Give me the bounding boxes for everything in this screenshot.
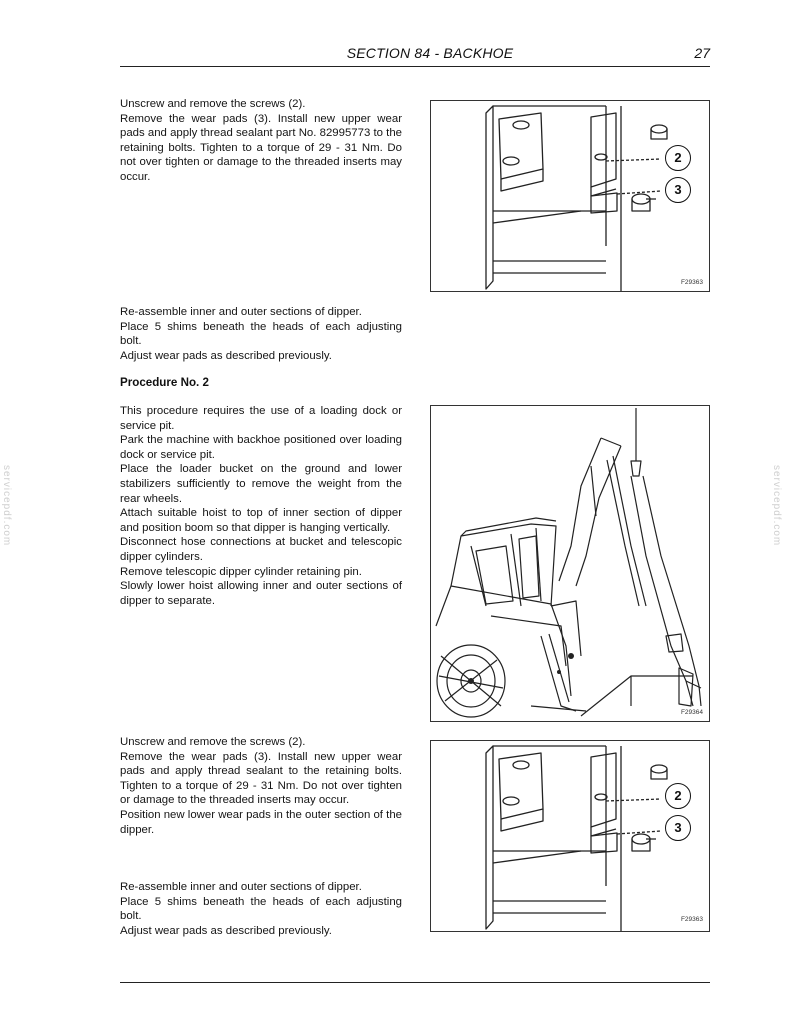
paragraph: Place 5 shims beneath the heads of each adjusting bolt. [120,320,402,348]
callout-2: 2 [665,145,691,171]
header-rule [120,66,710,67]
callout-3: 3 [665,815,691,841]
watermark-right: servicepdf.com [771,465,782,547]
paragraph: Disconnect hose connections at bucket and telescopic dipper cylinders. [120,536,402,563]
paragraph: Unscrew and remove the screws (2). [120,98,306,110]
paragraph: Remove telescopic dipper cylinder retaining pin. [120,565,362,578]
paragraph: Slowly lower hoist allowing inner and outer sections of dipper to separate. [120,580,402,607]
section-title: SECTION 84 - BACKHOE [346,45,514,61]
paragraph: Position new lower wear pads in the outer section of the dipper. [120,808,402,836]
paragraph: Attach suitable hoist to top of inner section of dipper and position boom so that dipper is hanging vertically. [120,507,402,534]
text-block-reassemble-final [120,880,402,938]
paragraph: Re-assemble inner and outer sections of dipper. [120,881,362,893]
watermark-left: servicepdf.com [1,465,12,547]
figure-code: F29363 [680,279,703,286]
backhoe-drawing [431,406,709,721]
paragraph: Place the loader bucket on the ground and lower stabilizers sufficiently to remove the weight from the rear wheels. [120,463,402,505]
text-block-install-wear-pads [120,735,402,837]
text-block-procedure-2 [120,404,402,608]
paragraph: Adjust wear pads as described previously. [120,349,332,362]
paragraph: Re-assemble inner and outer sections of dipper. [120,306,362,318]
paragraph: Unscrew and remove the screws (2). [120,736,306,748]
figure-code: F29363 [680,916,703,923]
figure-wear-pads-1 [430,100,710,292]
procedure-heading: Procedure No. 2 [120,376,209,389]
paragraph: Remove the wear pads (3). Install new upper wear pads and apply thread sealant part No. 82995773 to the retaining bolts. Tighten to a torque of 29 - 31 Nm. Do not over tighten or damage to the threaded inserts may occur. [120,112,402,183]
figure-backhoe-hoist [430,405,710,722]
footer-rule [120,982,710,983]
text-block-remove-wear-pads [120,97,402,185]
paragraph: Remove the wear pads (3). Install new upper wear pads and apply thread sealant to the retaining bolts. Tighten to a torque of 29 - 31 Nm. Do not over tighten or damage to the threaded inserts may occur. [120,750,402,807]
text-block-reassemble [120,305,402,363]
callout-3: 3 [665,177,691,203]
figure-code: F29364 [680,709,703,716]
figure-wear-pads-2 [430,740,710,932]
paragraph: Place 5 shims beneath the heads of each adjusting bolt. [120,895,402,923]
paragraph: This procedure requires the use of a loading dock or service pit. [120,405,402,432]
callout-2: 2 [665,783,691,809]
page-number: 27 [694,45,710,61]
paragraph: Park the machine with backhoe positioned over loading dock or service pit. [120,434,402,461]
paragraph: Adjust wear pads as described previously. [120,924,332,937]
